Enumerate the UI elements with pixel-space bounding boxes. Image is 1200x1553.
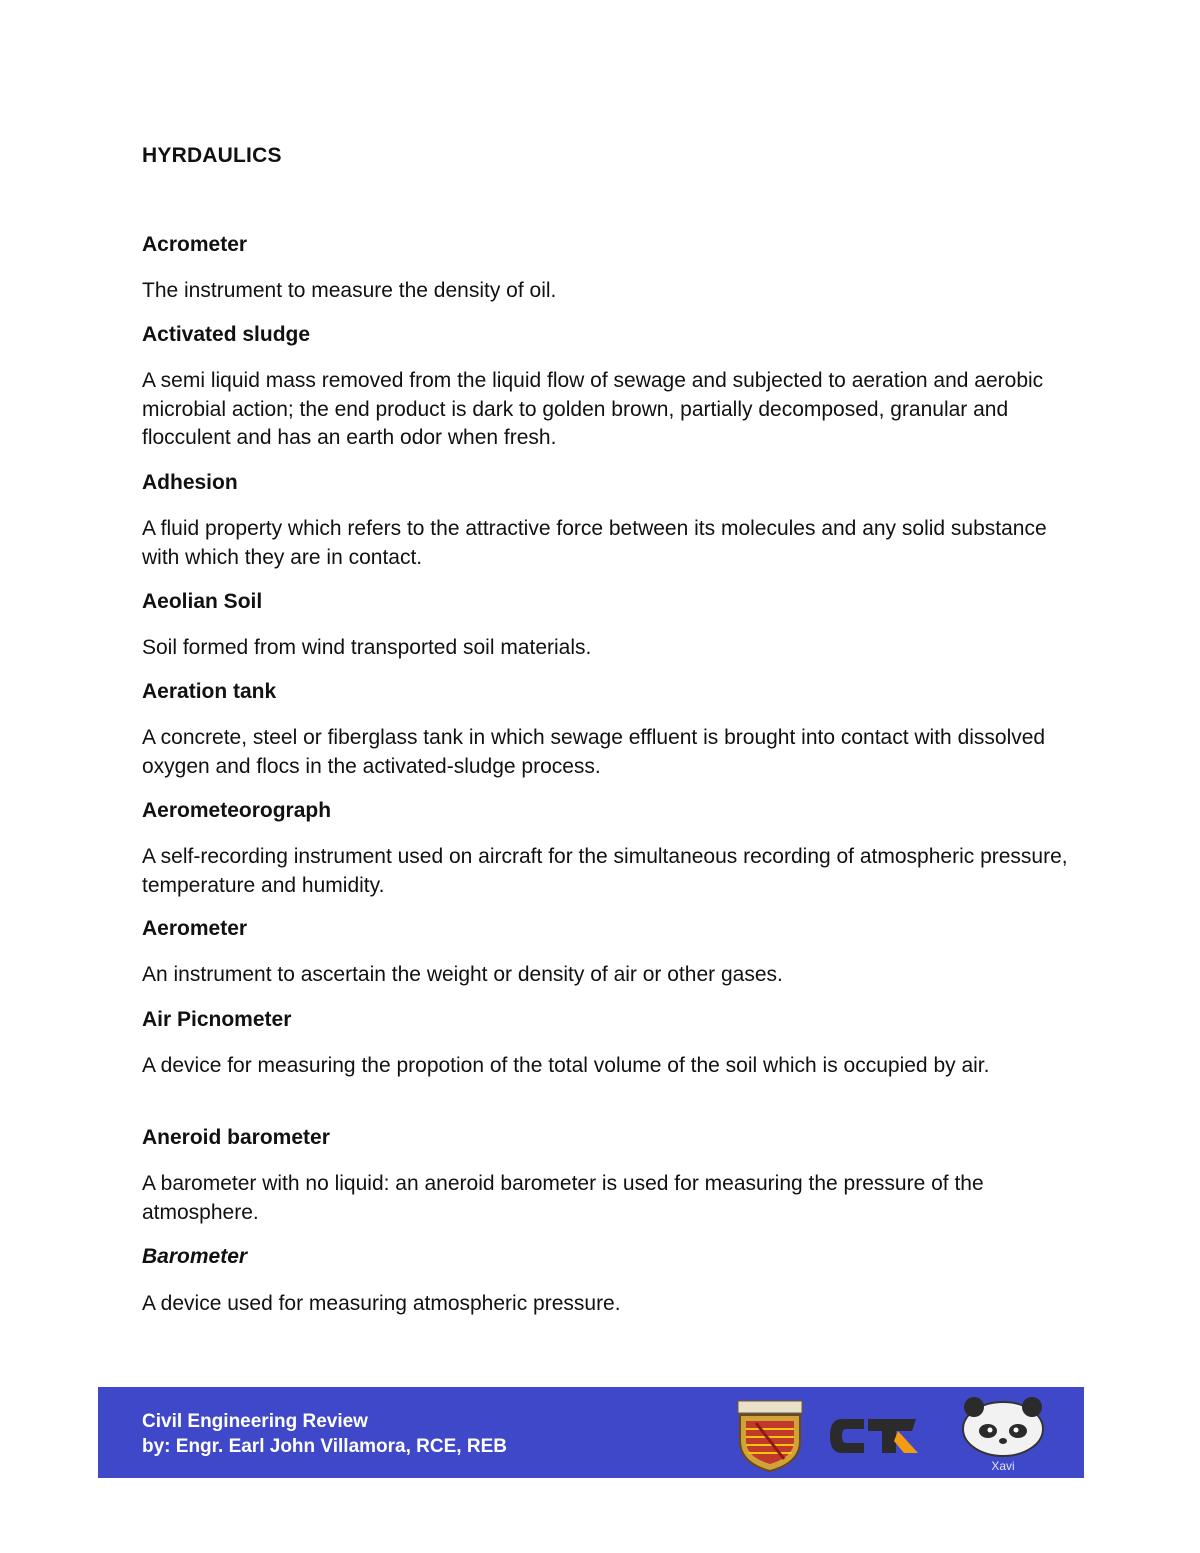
- entry-definition: A semi liquid mass removed from the liquid flow of sewage and subjected to aeration and aerobic microbial action; the end product is dark to golden brown, partially decomposed, granular and flocculent and has an earth odor when fresh.: [142, 369, 1044, 449]
- cr-logo-icon: [824, 1409, 924, 1463]
- entry-term: Aeration tank: [142, 680, 277, 703]
- entry-definition: The instrument to measure the density of oil.: [142, 279, 557, 302]
- footer-banner: [98, 1387, 1084, 1478]
- entry-term: Acrometer: [142, 233, 248, 256]
- entry-term: Air Picnometer: [142, 1008, 292, 1031]
- entry-definition: A self-recording instrument used on aircraft for the simultaneous recording of atmospheric pressure, temperature and humidity.: [142, 845, 1068, 897]
- entry-definition: A barometer with no liquid: an aneroid barometer is used for measuring the pressure of the atmosphere.: [142, 1172, 984, 1224]
- panda-logo-caption: Xavi: [991, 1459, 1015, 1473]
- entry-definition: A concrete, steel or fiberglass tank in which sewage effluent is brought into contact with dissolved oxygen and flocs in the activated-sludge process.: [142, 726, 1046, 778]
- entry-term: Adhesion: [142, 471, 238, 494]
- entry-definition: An instrument to ascertain the weight or density of air or other gases.: [142, 963, 783, 986]
- entry-definition: A device used for measuring atmospheric pressure.: [142, 1292, 621, 1315]
- entry-term: Activated sludge: [142, 323, 311, 346]
- document-title: HYRDAULICS: [142, 144, 282, 167]
- entry-term: Aerometer: [142, 917, 248, 940]
- entry-term: Aneroid barometer: [142, 1126, 330, 1149]
- footer-author: by: Engr. Earl John Villamora, RCE, REB: [142, 1436, 507, 1457]
- entry-definition: A fluid property which refers to the attractive force between its molecules and any solid substance with which they are in contact.: [142, 517, 1047, 569]
- entry-definition: Soil formed from wind transported soil materials.: [142, 636, 592, 659]
- university-seal-icon: [732, 1397, 808, 1473]
- entry-term: Aerometeorograph: [142, 799, 332, 822]
- entry-term: Barometer: [142, 1245, 248, 1268]
- footer-title: Civil Engineering Review: [142, 1411, 368, 1432]
- entry-definition: A device for measuring the propotion of the total volume of the soil which is occupied by air.: [142, 1054, 990, 1077]
- entry-term: Aeolian Soil: [142, 590, 263, 613]
- panda-logo-icon: [954, 1395, 1052, 1475]
